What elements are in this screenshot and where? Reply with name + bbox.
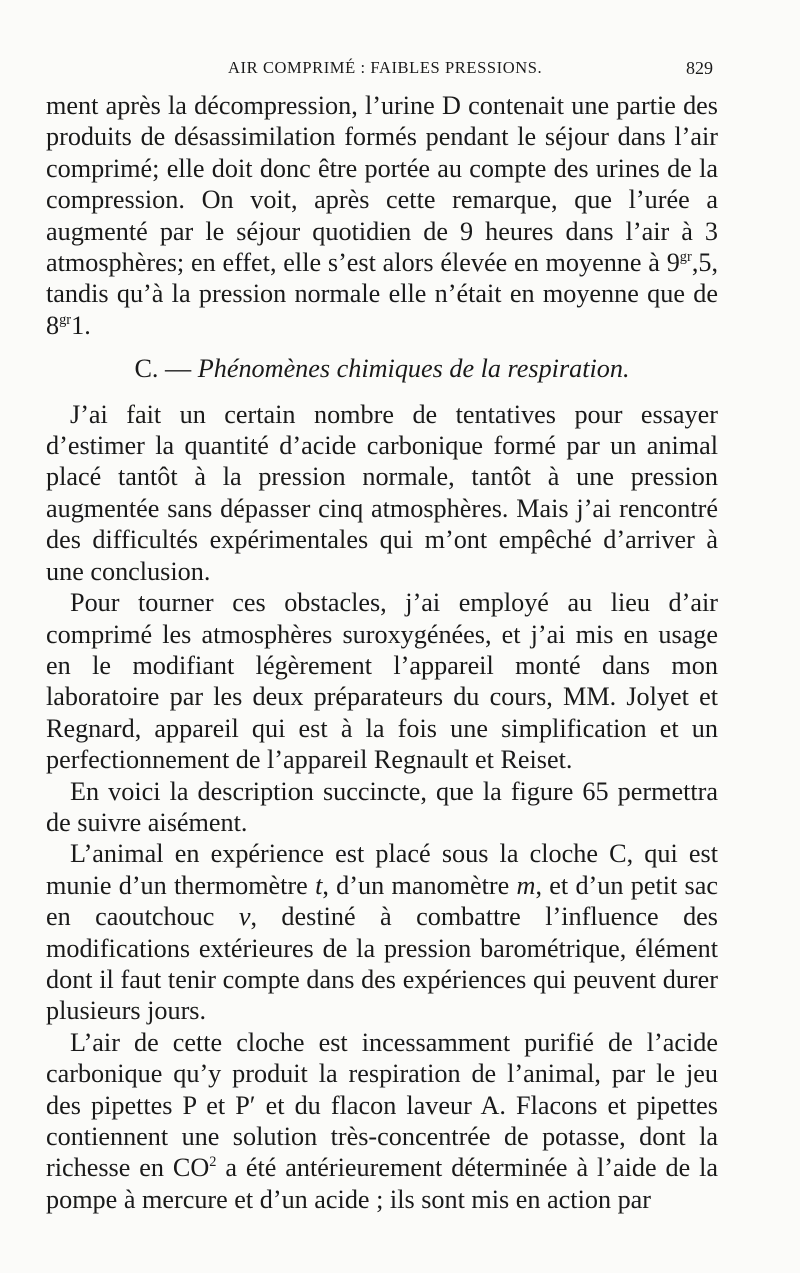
p5-text-c: , et d’un petit sac en caoutchouc: [46, 870, 718, 932]
symbol-t: t: [315, 870, 323, 900]
p6-text-a: L’air de cette cloche est incessamment purifié de l’acide carbonique qu’y produit la respiration de l’animal, par le jeu des pipettes P et P: [46, 1027, 718, 1120]
page-number: 829: [686, 58, 713, 78]
p1-text-b: ,5, tandis qu’à la pression normale elle n’était en moyenne que de 8: [46, 248, 718, 340]
symbol-m: m: [516, 870, 536, 900]
symbol-prime: ′: [249, 1090, 256, 1120]
page-header: [0, 58, 800, 84]
section-letter: C. —: [134, 354, 198, 384]
paragraph-animal: [46, 838, 718, 1026]
paragraph-obstacles: Pour tourner ces obstacles, j’ai employé au lieu d’air comprimé les atmosphères suroxygénées, et j’ai mis en usage en le modifiant légèrement l’appareil monté dans mon laboratoire par les deux préparateurs du cours, MM. Jolyet et Regnard, appareil qui est à la fois une simplification et un perfectionnement de l’appareil Regnault et Reiset.: [46, 588, 718, 775]
p5-text-d: , destiné à combattre l’influence des modifications extérieures de la pression barométrique, élément dont il faut tenir compte dans des expériences qui peuvent durer plusieurs jours.: [46, 902, 718, 1026]
section-heading: [46, 341, 718, 398]
section-title: Phénomènes chimiques de la respiration.: [197, 354, 630, 384]
p6-text-b: et du flacon laveur A. Flacons et pipettes contiennent une solution très-concentrée de potasse, dont la richesse en CO: [46, 1090, 719, 1183]
running-title: AIR COMPRIMÉ : FAIBLES PRESSIONS.: [228, 58, 543, 77]
symbol-v: v: [238, 902, 251, 932]
p5-text-a: L’animal en expérience est placé sous la cloche C, qui est munie d’un thermomètre: [46, 839, 718, 900]
p1-unit-gr-2: gr: [59, 311, 72, 328]
p5-text-b: , d’un manomètre: [322, 870, 517, 900]
p1-text-c: 1.: [71, 310, 91, 340]
co2-subscript: 2: [209, 1154, 217, 1171]
paragraph-description: En voici la description succincte, que la figure 65 permettra de suivre aisément.: [46, 776, 718, 837]
p6-text-c: a été antérieurement déterminée à l’aide de la pompe à mercure et d’un acide ; ils sont mis en action par: [46, 1153, 718, 1214]
paragraph-tentatives: J’ai fait un certain nombre de tentatives pour essayer d’estimer la quantité d’acide carbonique formé par un animal placé tantôt à la pression normale, tantôt à une pression augmentée sans dépasser cinq atmosphères. Mais j’ai rencontré des difficultés expérimentales qui m’ont empêché d’arriver à une conclusion.: [46, 399, 718, 586]
p1-unit-gr-1: gr: [679, 248, 692, 265]
p1-text-a: ment après la décompression, l’urine D contenait une partie des produits de désassimilation formés pendant le séjour dans l’air comprimé; elle doit donc être portée au compte des urines de la compression. On voit, après cette remarque, que l’urée a augmenté par le séjour quotidien de 9 heures dans l’air à 3 atmosphères; en effet, elle s’est alors élevée en moyenne à 9: [46, 91, 718, 278]
body-text: [46, 90, 718, 1215]
paragraph-continuation: [46, 90, 718, 341]
paragraph-air-cloche: [46, 1027, 718, 1215]
